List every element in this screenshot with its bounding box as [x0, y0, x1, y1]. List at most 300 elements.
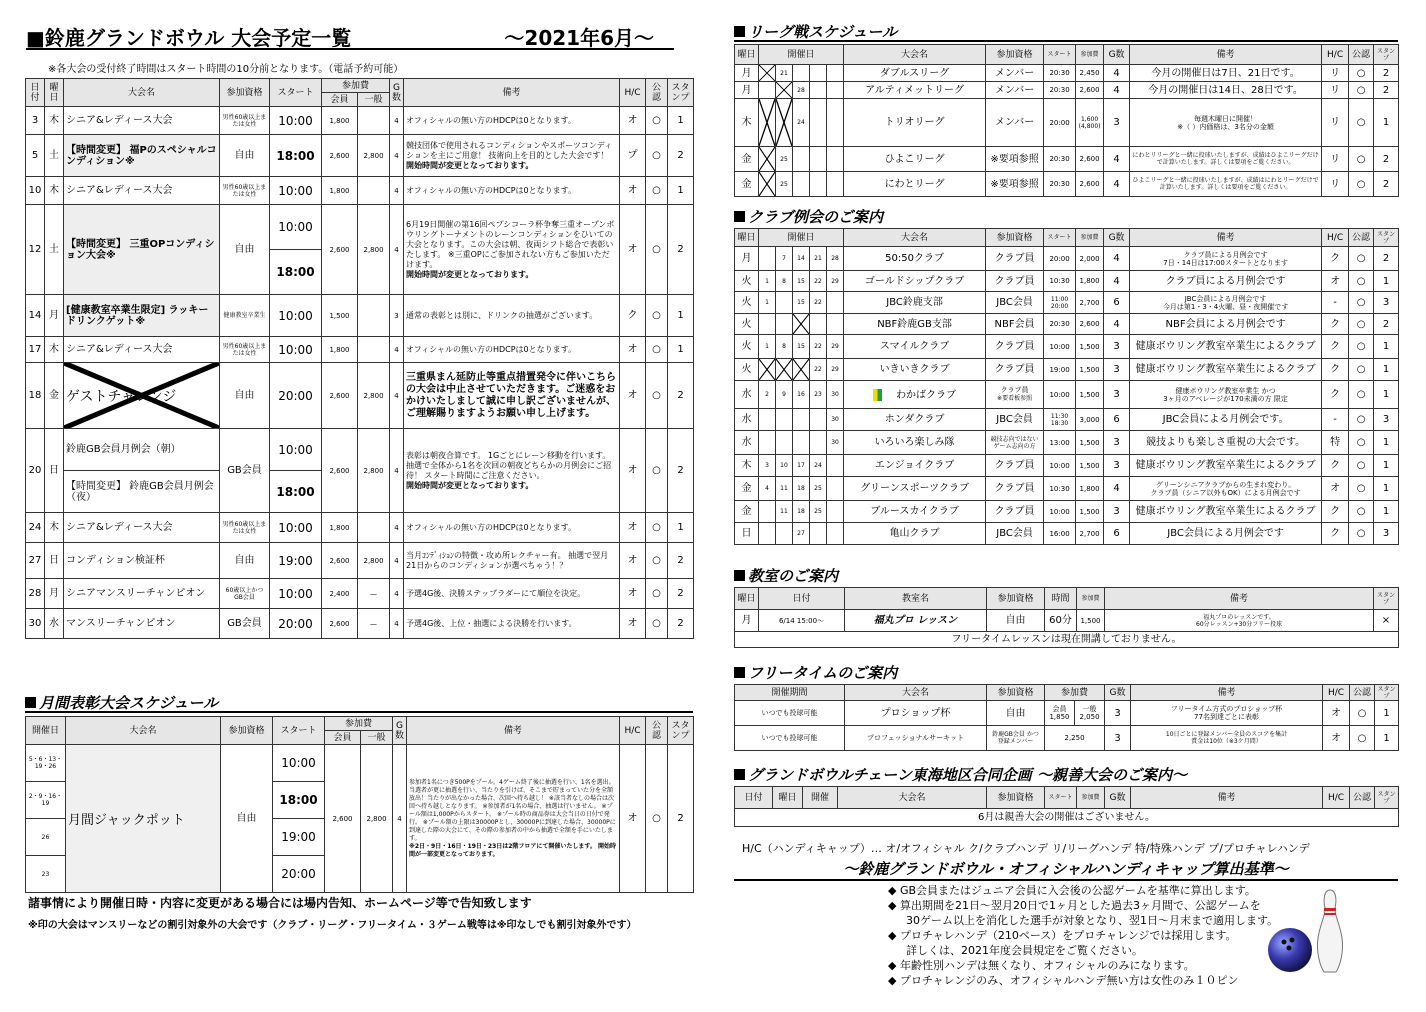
event-g	[1104, 455, 1130, 477]
cell-text: 2,800	[363, 151, 384, 160]
event-fee	[1076, 65, 1104, 82]
cell-text: 28	[797, 86, 805, 94]
date-cell	[827, 271, 844, 292]
date-cell	[759, 455, 776, 477]
tourney-general	[358, 205, 390, 295]
date-cell	[793, 292, 810, 314]
cell-text: 競技志向ではないゲーム志向の方	[990, 435, 1039, 450]
cell-text: 4	[1113, 253, 1120, 264]
event-note	[1130, 523, 1322, 545]
col-time: 時間	[1045, 588, 1077, 610]
cell-text: ○	[652, 150, 661, 161]
hc-title: ～鈴鹿グランドボウル・オフィシャルハンディキャップ算出基準～	[734, 858, 1398, 881]
lesson-date: 6/14 15:00～	[759, 610, 845, 632]
cell-text: NBF会員による月例会です	[1165, 318, 1286, 330]
tourney-stamp	[668, 543, 694, 579]
tourney-general	[358, 543, 390, 579]
cell-text: 4	[394, 151, 399, 160]
cell-text: 18	[797, 508, 805, 515]
event-official	[1349, 501, 1374, 523]
cell-text: シニアマンスリーチャンピオン	[66, 588, 206, 599]
cell-text: 27	[28, 555, 42, 566]
tourney-general	[358, 107, 390, 135]
date-cell	[827, 292, 844, 314]
date-cell	[759, 292, 776, 314]
col-weekday: 曜日	[735, 229, 759, 247]
cell-text: ○	[1356, 297, 1366, 308]
event-note	[1130, 99, 1322, 147]
cell-text: 2,700	[1079, 529, 1100, 538]
hc-legend: H/C（ハンディキャップ）… オ/オフィシャル ク/クラブハンデ リ/リーグハンデ 特/特殊ハンデ プ/プロチャレハンデ	[742, 842, 1310, 855]
cell-text: 1	[677, 344, 684, 355]
event-g	[1104, 247, 1130, 271]
cell-text: 2	[1382, 84, 1390, 96]
hc-rule: ◆ GB会員またはジュニア会員に入会後の公認ゲームを基準に算出します。	[888, 884, 1256, 897]
cell-text: 10:00	[1049, 342, 1070, 351]
cell-text: 60歳以上かつGB会員	[225, 586, 264, 601]
tourney-g	[390, 579, 404, 609]
tourney-hc	[620, 177, 646, 205]
event-g	[1104, 431, 1130, 455]
cell-text: 2,700	[1079, 298, 1100, 307]
cell-text: 1	[765, 277, 769, 285]
tourney-member	[322, 363, 358, 429]
col-stamp: スタンプ	[1374, 45, 1399, 65]
cell-text: 30	[831, 416, 839, 423]
event-official	[1349, 65, 1374, 82]
col-name: 教室名	[845, 588, 987, 610]
event-fee	[1076, 247, 1104, 271]
monthly-start: 10:00	[273, 745, 325, 782]
cell-text: 5	[31, 150, 39, 161]
cell-text: 1,500	[1079, 461, 1100, 470]
tourney-note	[404, 337, 620, 363]
cell-text: ○	[652, 522, 661, 533]
tourney-general	[358, 363, 390, 429]
footer-note-2: ※印の大会はマンスリーなどの割引対象外の大会です（クラブ・リーグ・フリータイム・３ゲーム戦等は※印なしでも割引対象外です）	[28, 920, 637, 931]
cell-text: オ	[627, 244, 638, 255]
chain-heading: グランドボウルチェーン東海地区合同企画 ～親善大会のご案内～	[734, 764, 1398, 784]
cell-text: 4	[765, 485, 769, 492]
cell-text: クラブ員による月例会です	[1165, 275, 1286, 287]
cell-text: JBC鈴鹿支部	[886, 297, 943, 308]
lesson-weekday: 月	[735, 610, 759, 632]
cell-text: 1	[1382, 364, 1390, 375]
cell-text: GB会員	[227, 465, 262, 476]
event-hc	[1322, 523, 1349, 545]
event-start	[1044, 292, 1076, 314]
cell-text: 6	[1113, 528, 1120, 539]
cell-text: 28	[28, 588, 42, 599]
event-official	[1349, 82, 1374, 99]
cell-text: ※要項参照	[990, 178, 1039, 190]
cell-text: 3	[1113, 460, 1120, 471]
cell-text: 2,600	[1079, 320, 1100, 328]
cell-text: 6月19日開催の第16回ペプシコーラ杯争奪三重オープンボウリングトーナメントのレーンコンディションをひいての大会となります。この大会は朝、夜両シフト総合で表彰いたします。 ※三重OPにご参加されない方もご参加いただけます。	[406, 219, 615, 269]
col-hc: H/C	[620, 79, 646, 107]
date-cell	[810, 147, 827, 172]
cell-text: 29	[831, 366, 839, 373]
event-hc	[1322, 501, 1349, 523]
cell-text: 2	[677, 555, 684, 566]
cell-text: 表彰は朝夜合算です。 1Gごとにレーン移動を行います。 抽選で全体から1名を次回の朝夜どちらかの月例会にご招待！ スタート時間にご注意ください。	[406, 450, 612, 480]
cell-text: 4	[394, 556, 399, 565]
cell-text: 水	[741, 414, 752, 425]
date-cell	[793, 147, 810, 172]
date-cell	[776, 314, 793, 335]
cell-text: 健康ボウリング教室卒業生によるクラブ	[1135, 460, 1316, 471]
table-row	[26, 579, 694, 609]
tourney-member	[322, 543, 358, 579]
tourney-general	[358, 177, 390, 205]
cell-text: 亀山クラブ	[889, 528, 940, 539]
tourney-member	[322, 513, 358, 543]
col-start: スタート	[1044, 45, 1076, 65]
cell-text: 1,500	[1079, 507, 1100, 516]
event-official	[1349, 409, 1374, 431]
cell-text: 月	[741, 84, 752, 96]
freetime-period: いつでも投球可能	[735, 726, 845, 751]
event-stamp	[1374, 381, 1399, 409]
cell-text: 1	[1382, 275, 1390, 287]
monthly-g: 4	[393, 745, 407, 893]
cell-text: 4	[1113, 178, 1120, 190]
col-date: 開催日	[759, 45, 844, 65]
table-row	[26, 177, 694, 205]
hc-rule: 詳しくは、2021年度会員規定をご覧ください。	[906, 944, 1143, 957]
cell-text: 3	[765, 462, 769, 469]
event-weekday	[735, 271, 759, 292]
cell-text: 開始時間が変更となっております。	[406, 269, 534, 279]
tourney-weekday	[45, 295, 64, 337]
event-name	[844, 172, 986, 197]
cell-text: 27	[797, 530, 805, 537]
tourney-note	[404, 363, 620, 429]
hc-rule: ◆ プロチャレンジのみ、オフィシャルハンデ無い方は女性のみ１０ピン	[888, 974, 1239, 987]
event-weekday	[735, 314, 759, 335]
cell-text: オ	[1330, 483, 1341, 494]
tourney-note	[404, 513, 620, 543]
date-cell	[776, 292, 793, 314]
reception-notice: ※各大会の受付終了時間はスタート時間の10分前となります。（電話予約可能）	[48, 64, 404, 75]
cell-text: 2,600	[329, 151, 350, 160]
tourney-weekday	[45, 205, 64, 295]
cell-text: 2,600	[329, 556, 350, 565]
col-qual: 参加資格	[220, 79, 270, 107]
cell-text: 25	[814, 485, 822, 492]
tourney-general	[358, 429, 390, 513]
date-cell	[810, 523, 827, 545]
cell-text: 1,800	[1079, 484, 1100, 493]
table-row	[735, 455, 1399, 477]
cell-text: JBC会員による月例会です	[1184, 294, 1267, 303]
tourney-start	[270, 205, 322, 250]
cell-text: リ	[1330, 178, 1341, 190]
monthly-date: 23	[26, 856, 66, 893]
cell-text: リ	[1330, 84, 1341, 96]
tourney-start	[270, 579, 322, 609]
cell-text: 【時間変更】 三重OPコンディション大会※	[66, 238, 215, 261]
date-cell	[793, 247, 810, 271]
cross-out-mark	[64, 363, 219, 428]
event-official	[1349, 455, 1374, 477]
event-stamp	[1374, 314, 1399, 335]
date-cell	[810, 455, 827, 477]
event-start	[1044, 359, 1076, 381]
cell-text: ○	[1356, 506, 1366, 517]
freetime-hc: オ	[1323, 701, 1350, 726]
cell-text: [健康教室卒業生限定] ラッキードリンクゲット※	[66, 304, 209, 327]
cell-text: 1	[677, 310, 684, 321]
date-cell	[759, 314, 776, 335]
cell-text: クラブ員	[994, 460, 1035, 471]
footer-note-1: 諸事情により開催日時・内容に変更がある場合には場内告知、ホームページ等で告知致します	[28, 896, 532, 910]
cell-text: ク	[1330, 253, 1341, 264]
event-fee	[1076, 409, 1104, 431]
cross-out-mark	[776, 359, 792, 380]
freetime-table	[734, 684, 1399, 751]
table-row	[735, 381, 1399, 409]
tourney-stamp	[668, 513, 694, 543]
cell-text: 通常の表彰とは別に、ドリンクの抽選がございます。	[406, 310, 598, 320]
event-fee	[1076, 147, 1104, 172]
tourney-stamp	[668, 429, 694, 513]
heading-square-icon	[25, 697, 36, 708]
tourney-g	[390, 609, 404, 639]
event-hc	[1322, 409, 1349, 431]
cell-text: 金	[741, 483, 752, 494]
date-cell	[776, 455, 793, 477]
cell-text: 2	[1382, 178, 1390, 190]
cell-text: ○	[652, 310, 661, 321]
cell-text: 健康教室卒業生	[223, 312, 266, 319]
tourney-name	[64, 429, 220, 471]
cell-text: コンディション検証杯	[66, 555, 165, 566]
cell-text: 2,800	[363, 466, 384, 475]
tourney-official	[646, 177, 668, 205]
date-cell	[793, 381, 810, 409]
cell-text: 2	[677, 150, 684, 161]
cell-text: シニア&レディース大会	[66, 115, 173, 126]
col-g: G数	[1105, 787, 1131, 809]
cell-text: 男性60歳以上または女性	[222, 113, 267, 128]
cell-text: シニア&レディース大会	[66, 344, 173, 355]
cell-text: 23	[814, 391, 822, 398]
event-name	[844, 314, 986, 335]
col-g: G数	[393, 717, 407, 745]
col-day: 日付	[26, 79, 45, 107]
tourney-hc	[620, 107, 646, 135]
tourney-start	[270, 429, 322, 471]
page-header	[26, 22, 674, 50]
cell-text: ※要項参照	[990, 153, 1039, 165]
cell-text: 2,800	[363, 245, 384, 254]
cell-text: 特	[1330, 437, 1341, 448]
cell-text: にわとリーグ	[884, 178, 945, 190]
cell-text: 1	[1382, 506, 1390, 517]
cell-text: ク	[627, 310, 638, 321]
cell-text: -	[1333, 414, 1337, 425]
date-cell	[810, 247, 827, 271]
event-start	[1044, 82, 1076, 99]
date-cell	[827, 359, 844, 381]
event-start	[1044, 147, 1076, 172]
date-cell	[827, 381, 844, 409]
cell-text: 4	[394, 245, 399, 254]
event-stamp	[1374, 477, 1399, 501]
cell-text: 10:30	[1049, 484, 1070, 493]
cell-text: 1,800	[329, 523, 350, 532]
tourney-hc	[620, 363, 646, 429]
cell-text: クラブ員	[994, 341, 1035, 352]
col-stamp: スタンプ	[1374, 588, 1399, 610]
col-fee: 参加費	[1076, 45, 1104, 65]
monthly-name: 月間ジャックポット	[66, 745, 221, 893]
cell-text: 1,800	[329, 186, 350, 195]
tourney-weekday	[45, 513, 64, 543]
event-note	[1130, 172, 1322, 197]
event-name	[844, 359, 986, 381]
cell-text: ○	[1356, 153, 1366, 165]
event-note	[1130, 314, 1322, 335]
cell-text: ク	[1330, 506, 1341, 517]
event-fee	[1076, 455, 1104, 477]
event-weekday	[735, 65, 759, 82]
event-stamp	[1374, 65, 1399, 82]
cell-text: 30	[28, 618, 42, 629]
col-name: 大会名	[844, 229, 986, 247]
tourney-start	[270, 177, 322, 205]
cell-text: 1,500	[1079, 342, 1100, 351]
date-cell	[759, 271, 776, 292]
col-g: G数	[1104, 45, 1130, 65]
cell-text: 1	[1382, 437, 1390, 448]
col-qual: 参加資格	[986, 45, 1044, 65]
cell-text: 3	[1113, 341, 1120, 352]
cell-text: 火	[741, 341, 752, 352]
cell-text: エンジョイクラブ	[874, 460, 955, 471]
event-qual	[986, 172, 1044, 197]
event-qual	[986, 292, 1044, 314]
tourney-qual	[220, 543, 270, 579]
tourney-member	[322, 177, 358, 205]
monthly-start: 19:00	[273, 819, 325, 856]
tourney-g	[390, 177, 404, 205]
cell-text: 火	[741, 297, 752, 308]
tourney-stamp	[668, 579, 694, 609]
cell-text: 金	[741, 153, 752, 165]
tourney-g	[390, 513, 404, 543]
date-cell	[793, 82, 810, 99]
event-name	[844, 501, 986, 523]
cell-text: 4	[394, 345, 399, 354]
event-hc	[1322, 172, 1349, 197]
cell-text: 2,600	[1079, 86, 1100, 94]
event-start	[1044, 381, 1076, 409]
event-fee	[1076, 271, 1104, 292]
tourney-stamp	[668, 337, 694, 363]
event-hc	[1322, 455, 1349, 477]
tourney-note	[404, 579, 620, 609]
event-qual	[986, 335, 1044, 359]
date-cell	[759, 172, 776, 197]
cell-text: 2	[677, 390, 684, 401]
event-weekday	[735, 82, 759, 99]
cell-text: 健康ボウリング教室卒業生によるクラブ	[1135, 341, 1316, 352]
cell-text: 1,500	[329, 311, 350, 320]
cell-text: 10:00	[278, 308, 313, 323]
tourney-hc	[620, 609, 646, 639]
freetime-stamp: 1	[1375, 726, 1399, 751]
cell-text: 今月の開催日は7日、21日です。	[1151, 67, 1300, 79]
table-row	[735, 82, 1399, 99]
monthly-member: 2,600	[325, 745, 361, 893]
cell-text: わかばクラブ	[896, 389, 957, 401]
event-hc	[1322, 359, 1349, 381]
event-qual	[986, 523, 1044, 545]
cell-text: ホンダクラブ	[884, 414, 945, 425]
tourney-weekday	[45, 543, 64, 579]
event-hc	[1322, 335, 1349, 359]
event-hc	[1322, 431, 1349, 455]
cell-text: オ	[627, 344, 638, 355]
event-weekday	[735, 455, 759, 477]
col-name: 大会名	[66, 717, 221, 745]
table-row	[26, 513, 694, 543]
tourney-official	[646, 513, 668, 543]
event-g	[1104, 292, 1130, 314]
tourney-start	[270, 250, 322, 295]
event-hc	[1322, 381, 1349, 409]
tourney-member	[322, 429, 358, 513]
tourney-name	[64, 295, 220, 337]
cell-text: ○	[1356, 528, 1366, 539]
monthly-date: 5・6・13・19・26	[26, 745, 66, 782]
event-weekday	[735, 335, 759, 359]
cell-text: にわとリリーグと一緒に投球いたしますが、成績はひよこリーグだけで計算いたします。詳しくは要項をご覧ください。	[1132, 152, 1319, 166]
cell-text: 4	[394, 619, 399, 628]
tourney-start	[270, 609, 322, 639]
tourney-hc	[620, 579, 646, 609]
event-stamp	[1374, 271, 1399, 292]
col-fee-member: 会員	[322, 93, 358, 107]
tourney-name	[64, 471, 220, 513]
tourney-name	[64, 177, 220, 205]
date-cell	[827, 314, 844, 335]
event-weekday	[735, 409, 759, 431]
cell-text: 18:00	[276, 265, 315, 279]
tourney-name	[64, 609, 220, 639]
cell-text: 今月の開催日は14日、28日です。	[1148, 84, 1303, 96]
tourney-hc	[620, 337, 646, 363]
tourney-qual	[220, 205, 270, 295]
cell-text: 1	[1382, 341, 1390, 352]
cell-text: 日	[49, 555, 59, 566]
cell-text: 火	[741, 275, 752, 287]
cell-text: ク	[1330, 460, 1341, 471]
cell-text: 30	[831, 391, 839, 398]
cross-out-mark	[759, 172, 775, 196]
cell-text: 17	[28, 344, 42, 355]
date-cell	[776, 147, 793, 172]
cell-text: 3	[1382, 414, 1390, 425]
event-name	[844, 271, 986, 292]
cell-text: 3	[1113, 117, 1120, 128]
cell-text: 13:00	[1049, 438, 1070, 447]
event-qual	[986, 477, 1044, 501]
tourney-name	[64, 135, 220, 177]
tourney-stamp	[668, 205, 694, 295]
